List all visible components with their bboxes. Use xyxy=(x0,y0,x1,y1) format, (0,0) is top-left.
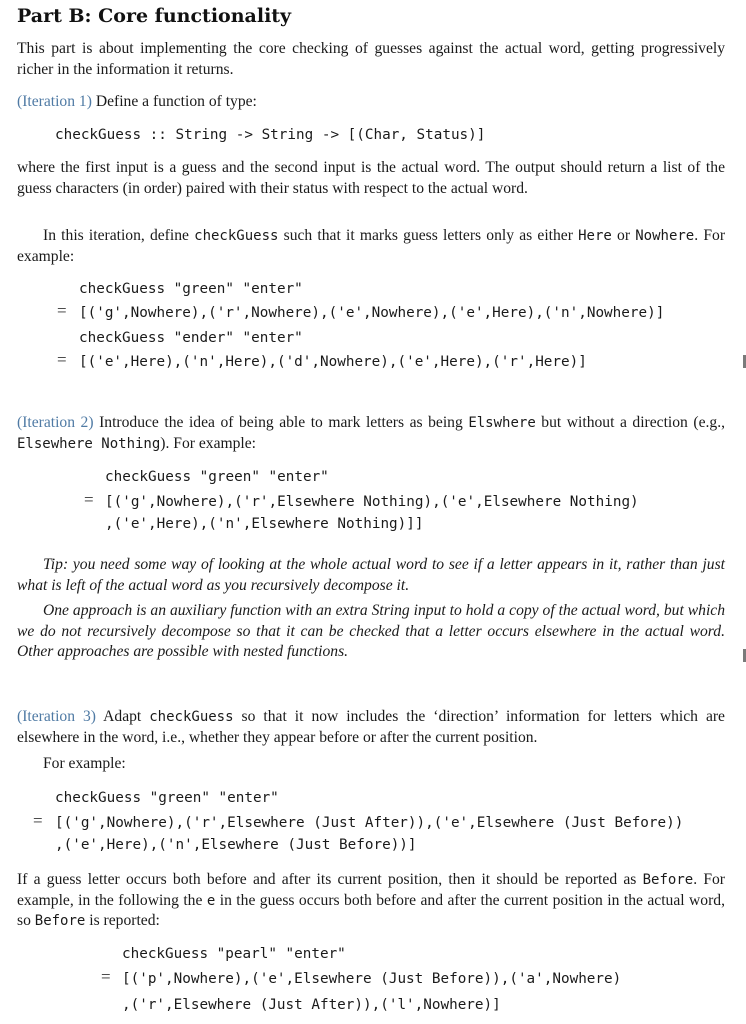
inline-code: checkGuess xyxy=(194,228,279,244)
text-run: or xyxy=(611,227,636,244)
approach-paragraph: One approach is an auxiliary function with an extra String input to hold a copy of the actual word, but which we do not recursively decompose so that it can be checked that a letter occurs elsewhere in the actual word. Other approaches are possible with nested functions. xyxy=(17,602,725,660)
text-run: such that it marks guess letters only as either xyxy=(278,227,579,244)
iteration-3-intro xyxy=(17,707,725,748)
equals-sign: = xyxy=(57,350,67,369)
text-run: In this iteration, define xyxy=(43,227,195,244)
iteration-2-example-result-1: [('g',Nowhere),('r',Elsewhere Nothing),('e',Elsewhere Nothing) xyxy=(105,494,639,510)
iteration-2-label: (Iteration 2) xyxy=(17,414,94,431)
text-run: but without a direction (e.g., xyxy=(535,414,725,431)
inline-code: e xyxy=(206,892,216,909)
inline-code: Nowhere xyxy=(635,228,695,244)
iteration-3-example-call: checkGuess "green" "enter" xyxy=(55,790,279,806)
text-run: Adapt xyxy=(103,708,150,725)
inline-code: checkGuess xyxy=(149,709,234,725)
inline-code: Before xyxy=(642,872,694,888)
equals-sign: = xyxy=(84,490,94,509)
iteration-1-paragraph-2 xyxy=(17,226,725,267)
intro-paragraph: This part is about implementing the core checking of guesses against the actual word, getting progressively richer in the information it returns. xyxy=(17,40,725,78)
inline-code: Elswhere xyxy=(468,415,536,431)
text-run: in the guess occurs both before and after the current position in the actual word, so xyxy=(17,891,725,929)
equals-sign: = xyxy=(101,967,111,986)
inline-code: Elsewhere Nothing xyxy=(17,435,161,452)
text-run: . For example, in the following the xyxy=(17,871,725,909)
iteration-1-text: Define a function of type: xyxy=(95,93,257,110)
text-run: is reported: xyxy=(85,912,160,929)
example-2-result: [('e',Here),('n',Here),('d',Nowhere),('e',Here),('r',Here)] xyxy=(79,354,587,370)
iteration-2-example-call: checkGuess "green" "enter" xyxy=(105,469,329,485)
iteration-3-example-result-1: [('g',Nowhere),('r',Elsewhere (Just After)),('e',Elsewhere (Just Before)) xyxy=(55,815,684,831)
text-run: Introduce the idea of being able to mark letters as being xyxy=(99,414,469,431)
iteration-1-description: where the first input is a guess and the second input is the actual word. The output should return a list of the guess characters (in order) paired with their status with respect to the actual word. xyxy=(17,159,725,197)
iteration-3-label: (Iteration 3) xyxy=(17,708,96,725)
text-run: so that it now includes the ‘direction’ information for letters which are elsewhere in the word, i.e., whether they appear before or after the current position. xyxy=(17,708,725,746)
equals-sign: = xyxy=(33,811,43,830)
for-example-text: For example: xyxy=(43,755,126,772)
iteration-3-example-result-2: ,('e',Here),('n',Elsewhere (Just Before))] xyxy=(55,837,417,853)
equals-sign: = xyxy=(57,301,67,320)
iteration-1-label: (Iteration 1) xyxy=(17,93,92,110)
type-signature: checkGuess :: String -> String -> [(Char, Status)] xyxy=(55,127,486,143)
text-run: ). For example: xyxy=(160,434,256,452)
iteration-2-intro xyxy=(17,413,725,454)
inline-code: Before xyxy=(34,913,86,929)
tip-paragraph: Tip: you need some way of looking at the whole actual word to see if a letter appears in it, rather than just what is left of the actual word as you recursively decompose it. xyxy=(17,556,725,594)
iteration-3-example-2-call: checkGuess "pearl" "enter" xyxy=(122,946,346,962)
iteration-3-example-2-result-1: [('p',Nowhere),('e',Elsewhere (Just Before)),('a',Nowhere) xyxy=(122,971,622,987)
text-run: . For example: xyxy=(17,227,726,265)
text-run: If a guess letter occurs both before and after its current position, then it should be reported as xyxy=(17,871,643,888)
example-2-call: checkGuess "ender" "enter" xyxy=(79,330,303,346)
iteration-3-description xyxy=(17,870,725,932)
iteration-3-example-2-result-2: ,('r',Elsewhere (Just After)),('l',Nowhere)] xyxy=(122,997,501,1013)
example-1-call: checkGuess "green" "enter" xyxy=(79,281,303,297)
iteration-1-intro xyxy=(17,92,725,113)
example-1-result: [('g',Nowhere),('r',Nowhere),('e',Nowhere),('e',Here),('n',Nowhere)] xyxy=(79,305,665,321)
section-heading: Part B: Core functionality xyxy=(17,5,292,27)
iteration-2-example-result-2: ,('e',Here),('n',Elsewhere Nothing)]] xyxy=(105,516,424,532)
inline-code: Here xyxy=(578,228,612,244)
